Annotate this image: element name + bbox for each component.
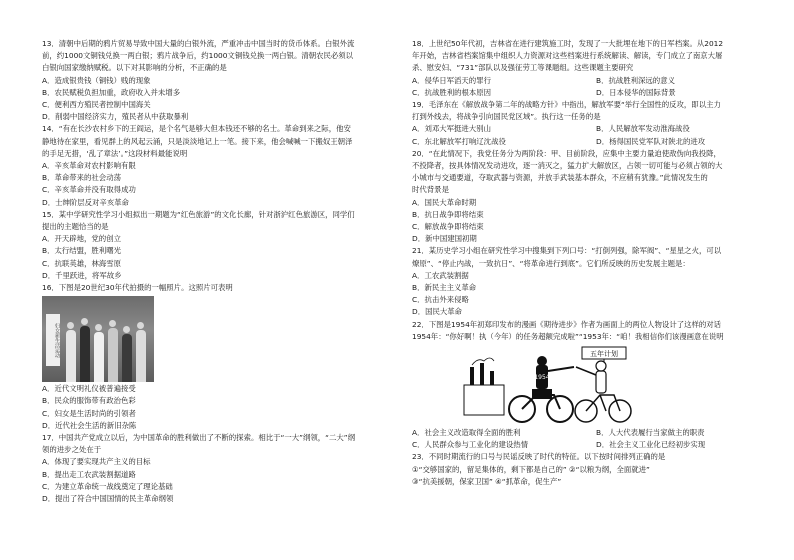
question-22-options-row <box>412 427 780 439</box>
question-19-options-row <box>412 136 780 148</box>
photo-figure-head <box>81 318 88 325</box>
question-17-stem-line: 17．中国共产党成立以后，为中国革命的胜利做出了不断的探索。相比于“一大”纲领，“二大”纲 <box>42 433 355 443</box>
rider-year-label: 1954 <box>534 374 550 382</box>
handshake-arm <box>548 367 574 371</box>
cyclist-head <box>596 361 606 371</box>
question-15-option-b: B．太行结盟，胜利曙光 <box>42 246 121 256</box>
question-19-stem-line: 打到外线去，将战争引向国民党区域”。执行这一任务的是 <box>412 112 601 122</box>
handshake-arm <box>576 367 596 375</box>
photo-figure-head <box>95 324 102 331</box>
question-21 <box>412 245 780 318</box>
question-17-stem-line: 领的进步之处在于 <box>42 445 102 455</box>
question-18 <box>412 38 780 99</box>
question-16-option-c: C．妇女是生活时尚的引领者 <box>42 408 136 418</box>
question-19-stem-line: 19．毛泽东在《解放战争第二年的战略方针》中指出，解放军要“举行全国性的反攻，即以主力 <box>412 100 721 110</box>
question-21-option-a: A．工农武装割据 <box>412 270 469 280</box>
question-13-option-a: A．造成银贵钱（铜钱）贱的现象 <box>42 75 151 85</box>
factory-chimney <box>490 371 494 385</box>
question-16-option-a: A．近代文明礼仪被普遍接受 <box>42 384 136 394</box>
question-17-option-b: B．提出走工农武装割据道路 <box>42 469 136 479</box>
question-20 <box>412 148 780 246</box>
photo-figure-head <box>67 322 74 329</box>
question-14-stem-line: 静地待在家里，看见群上的风起云涌，只是淡淡地记上一笔。接下来，他会喊喊一下搬奴王朝泽 <box>42 136 353 146</box>
question-20-option-c: C．解放战争即将结束 <box>412 222 484 232</box>
cartoon-illustration <box>462 345 644 425</box>
question-14 <box>42 123 404 208</box>
cartoon-drawing <box>462 345 644 425</box>
photo-figure <box>94 332 104 382</box>
question-21-stem-line: 燎原”、“停止内战，一致抗日”、“将革命进行到底”。它们所反映的历史发展主题是： <box>412 258 690 268</box>
question-21-stem-line: 21．某历史学习小组在研究性学习中搜集到下列口号：“打倒列强，除军阀”、“星星之火，可以 <box>412 246 722 256</box>
question-14-stem-line: 的手足无措，‘乱了章法’。”这段材料最能说明 <box>42 148 188 158</box>
question-13-option-d: D．削弱中国经济实力，殖民者从中获取暴利 <box>42 112 189 122</box>
question-20-option-a: A．国民大革命时期 <box>412 197 477 207</box>
question-19-option-b: B．人民解放军发动淮海战役 <box>596 124 690 134</box>
question-18-option-b: B．抗战胜利深远的意义 <box>596 75 675 85</box>
question-20-stem-line: 不投降者，按具体情况发动进攻，逐一消灭之，猛力扩大解放区，占领一切可能与必须占领的大 <box>412 161 723 171</box>
question-14-stem-line: 14．“有在长沙农村乡下的王阎运，是个名气是够大但本钱还不够的名士。革命到来之际，他安 <box>42 124 351 134</box>
question-18-stem-line: 18．上世纪50年代初，吉林省在进行建筑施工时，发现了一大批埋在地下的日军档案。从2012 <box>412 39 724 48</box>
question-18-options-row <box>412 75 780 87</box>
question-23-stem-line: ③“抗美援朝，保家卫国” ④“抓革命，促生产” <box>412 476 562 486</box>
plan-sign-text: 五年计划 <box>590 350 618 359</box>
photo-figure <box>80 326 90 382</box>
question-21-option-d: D．国民大革命 <box>412 307 463 317</box>
question-13-option-c: C．便利西方殖民者控制中国海关 <box>42 100 151 110</box>
question-20-stem-line: 20．“在此情况下，我党任务分为两阶段：甲、目前阶段，应集中主要力量迫使敌伪向我投降， <box>412 148 721 158</box>
question-20-option-b: B．抗日战争即将结束 <box>412 209 484 219</box>
question-13-stem-line: 前，约1000文铜钱兑换一两白银；鸦片战争后，约1000文铜钱兑换一两白银。清朝农民必须以 <box>42 51 354 61</box>
question-14-option-c: C．辛亥革命并没有取得成功 <box>42 185 136 195</box>
question-18-option-a: A．侵华日军滔天的罪行 <box>412 75 491 85</box>
question-14-option-b: B．革命带来的社会动荡 <box>42 173 121 183</box>
question-22-option-a: A．社会主义改造取得全面的胜利 <box>412 428 521 438</box>
question-22-stem-line: 1954年：“你好啊！执（今年）的任务超额完成啦”“1953年：“咱！我相信你们该漫画意在说明 <box>412 331 724 341</box>
factory-building <box>464 385 504 415</box>
motorcycle-tank <box>532 389 552 399</box>
photo-figure <box>108 328 118 382</box>
question-16-stem-line: 16．下图是20世纪30年代拍摄的一幅照片。这照片可表明 <box>42 283 233 293</box>
question-15-option-c: C．抗联英雄，林海雪原 <box>42 258 122 268</box>
question-13-stem-line: 白银向国家缴纳赋税。以下对其影响的分析，不正确的是 <box>42 63 227 73</box>
question-13-option-b: B．农民赋税负担加重，政府收入并未增多 <box>42 87 181 97</box>
photo-figure <box>122 334 132 382</box>
question-15-option-d: D．千里跃进，将军故乡 <box>42 270 122 280</box>
question-17-option-c: C．为建立革命统一战线奠定了理论基础 <box>42 481 173 491</box>
question-20-option-d: D．新中国建国初期 <box>412 234 477 244</box>
question-16 <box>42 282 404 432</box>
question-17-option-a: A．体现了要实现共产主义的目标 <box>42 457 151 467</box>
question-19-options-row <box>412 123 780 135</box>
rider-head <box>537 356 547 366</box>
question-18-stem-line: 年开始，吉林省档案馆集中组织人力资源对这些档案进行系统解读、解读，专门成立了南京大屠 <box>412 51 723 61</box>
question-14-option-a: A．辛亥革命对农村影响有限 <box>42 161 136 171</box>
question-21-option-c: C．抗击外来侵略 <box>412 295 469 305</box>
question-22-option-b: B．人大代表履行当家做主的职责 <box>596 428 705 438</box>
question-22-stem-line: 22．下图是1954年初郑印发布的漫画《期待进步》作者为画面上的两位人物设计了这样的对话 <box>412 319 722 329</box>
question-23 <box>412 451 780 488</box>
question-19-option-a: A．刘邓大军挺进大别山 <box>412 124 491 134</box>
question-20-stem-line: 时代背景是 <box>412 185 449 195</box>
question-22-option-c: C．人民群众参与工业化的建设热情 <box>412 440 529 450</box>
question-22-options-row <box>412 439 780 451</box>
factory-chimney <box>480 363 484 385</box>
question-20-stem-line: 小城市与交通要道，夺取武器与资源，并放手武装基本群众，不应稍有犹豫。”此情况发生的 <box>412 173 708 183</box>
left-column <box>42 38 404 505</box>
question-17-option-d: D．提出了符合中国国情的民主革命纲领 <box>42 494 174 504</box>
photo-figure-head <box>123 326 130 333</box>
question-13 <box>42 38 404 123</box>
question-21-option-b: B．新民主主义革命 <box>412 283 477 293</box>
question-17 <box>42 432 404 505</box>
question-22 <box>412 319 780 452</box>
photo-figure-head <box>137 322 144 329</box>
question-15-option-a: A．开天辟地，党的创立 <box>42 234 121 244</box>
question-18-options-row <box>412 87 780 99</box>
question-16-option-d: D．近代社会生活的新旧杂陈 <box>42 420 137 430</box>
question-22-option-d: D．社会主义工业化已经初步实现 <box>596 440 706 450</box>
photo-figure-head <box>109 320 116 327</box>
question-15-stem-line: 15．某中学研究性学习小组拟出一期题为“红色旅游”的文化长廊，针对浙沪红色旅游区，同学们 <box>42 209 355 219</box>
cyclist-body <box>596 371 606 393</box>
question-23-stem-line: 23．不同时期流行的口号与民谣反映了时代的特征。以下按时间排列正确的是 <box>412 452 666 462</box>
question-14-option-d: D．士绅阶层反对辛亥革命 <box>42 197 129 207</box>
historical-photo <box>42 296 154 382</box>
factory-chimney <box>470 367 474 385</box>
question-18-stem-line: 杀、慰安妇、“731”部队以及强征劳工等课题组。这些课题主要研究 <box>412 63 634 73</box>
question-13-stem-line: 13．清朝中后期的鸦片贸易导致中国大量的白银外流，严重冲击中国当时的货币体系。白银外流 <box>42 39 355 48</box>
question-19 <box>412 99 780 148</box>
photo-figure <box>66 330 76 382</box>
question-18-option-c: C．抗战胜利的根本原因 <box>412 87 492 97</box>
question-19-option-d: D．杨得国民党军队对陕北的进攻 <box>596 136 706 146</box>
question-15 <box>42 209 404 282</box>
question-23-stem-line: ①“交够国家的，留足集体的，剩下都是自己的” ②“以粮为纲，全面就进” <box>412 464 650 474</box>
bicycle-frame <box>586 395 620 411</box>
photo-figure <box>136 330 146 382</box>
question-18-option-d: D．日本侵华的国际背景 <box>596 87 676 97</box>
question-16-option-b: B．民众的服饰带有政治色彩 <box>42 396 136 406</box>
question-15-stem-line: 提出的主题恰当的是 <box>42 222 109 232</box>
photo-banner: 妇女新生活运动 <box>46 314 60 366</box>
right-column <box>412 38 780 488</box>
question-19-option-c: C．东北解放军打响辽沈战役 <box>412 136 506 146</box>
